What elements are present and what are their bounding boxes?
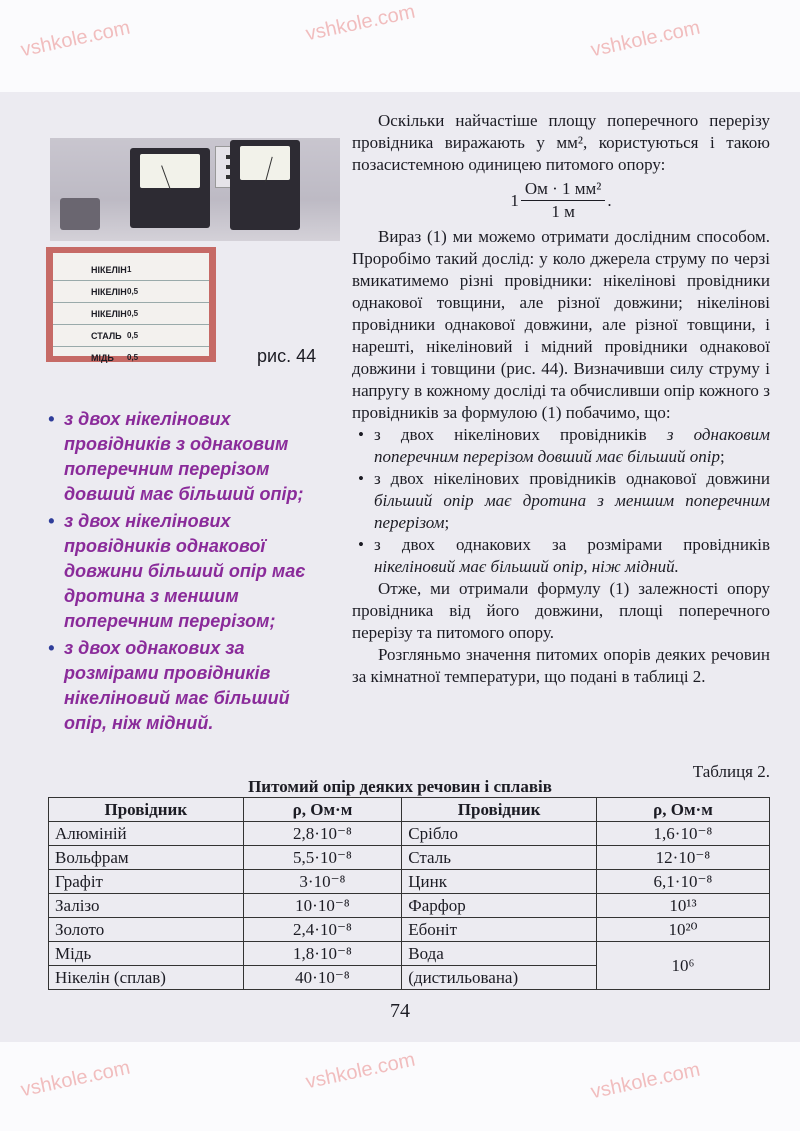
summary-item: • з двох нікелінових провідників з однаковим поперечним перерізом довший має більший опір; xyxy=(44,407,334,507)
table-row: Вольфрам 5,5·10⁻⁸ Сталь 12·10⁻⁸ xyxy=(49,846,770,870)
experiment-photo xyxy=(50,138,340,241)
table-row: Алюміній 2,8·10⁻⁸ Срібло 1,6·10⁻⁸ xyxy=(49,822,770,846)
resistivity-table xyxy=(48,797,770,990)
table-row: Золото 2,4·10⁻⁸ Ебоніт 10²⁰ xyxy=(49,918,770,942)
board-row: НІКЕЛІН 0,5 xyxy=(53,281,209,303)
ammeter-icon xyxy=(130,148,210,228)
paragraph: Розгляньмо значення питомих опорів деяких речовин за кімнатної температури, що подані в таблиці 2. xyxy=(352,645,770,686)
watermark: vshkole.com xyxy=(588,16,703,62)
table-row: Залізо 10·10⁻⁸ Фарфор 10¹³ xyxy=(49,894,770,918)
board-row: НІКЕЛІН 1 xyxy=(53,259,209,281)
conductor-board xyxy=(46,247,216,362)
watermark: vshkole.com xyxy=(303,0,418,46)
page-number: 74 xyxy=(390,1000,410,1022)
paragraph: Отже, ми отримали формулу (1) залежності опору провідника від його довжини, площі поперечного перерізу та питомого опору. xyxy=(352,579,770,642)
watermark: vshkole.com xyxy=(18,16,133,62)
summary-item: • з двох однакових за розмірами провідників нікеліновий має більший опір, ніж мідний. xyxy=(44,636,334,736)
summary-list xyxy=(44,407,334,738)
voltmeter-icon xyxy=(230,140,300,230)
table-row: Мідь 1,8·10⁻⁸ Вода 10⁶ xyxy=(49,942,770,966)
finding-item: • з двох нікелінових провідників з однаковим поперечним перерізом довший має більший опір; xyxy=(352,424,770,468)
paragraph: Вираз (1) ми можемо отримати дослідним способом. Проробімо такий дослід: у коло джерела струму по черзі вмикатимемо різні провідники: нікелінові провідники однакової товщини, але різної довжини; нікелінові провідники однакової довжини, але різної товщини, і нарешті, нікеліновий і мідний провідники однакової довжини і товщини (рис. 44). Визначивши силу струму і напругу в кожному досліді та обчисливши опір кожного з провідників за формулою (1) побачимо, що: xyxy=(352,227,770,422)
table-title: Питомий опір деяких речовин і сплавів xyxy=(248,777,552,796)
board-row: МІДЬ 0,5 xyxy=(91,352,139,363)
table-header-row: Провідник ρ, Ом·м Провідник ρ, Ом·м xyxy=(49,798,770,822)
summary-item: • з двох нікелінових провідників однакової довжини більший опір має дротина з меншим поперечним перерізом; xyxy=(44,509,334,634)
figure-caption: рис. 44 xyxy=(257,346,317,366)
watermark: vshkole.com xyxy=(588,1058,703,1104)
table-row: Графіт 3·10⁻⁸ Цинк 6,1·10⁻⁸ xyxy=(49,870,770,894)
watermark: vshkole.com xyxy=(303,1048,418,1094)
paragraph: Оскільки найчастіше площу поперечного перерізу провідника виражають у мм², користуються і такою позасистемною одиницею питомого опору: xyxy=(352,111,770,174)
finding-item: • з двох однакових за розмірами провідників нікеліновий має більший опір, ніж мідний. xyxy=(352,534,770,578)
findings-list xyxy=(352,424,770,578)
board-row: СТАЛЬ 0,5 xyxy=(53,325,209,347)
main-text xyxy=(352,110,770,688)
table-row: Нікелін (сплав) 40·10⁻⁸ (дистильована) xyxy=(49,966,770,990)
unit-formula: 1 $\frac{\text{Ом · 1 мм²}}{1 м}$ . xyxy=(510,179,612,221)
board-row: НІКЕЛІН 0,5 xyxy=(53,303,209,325)
battery-icon xyxy=(60,198,100,230)
finding-item: • з двох нікелінових провідників однакової довжини більший опір має дротина з меншим поперечним перерізом; xyxy=(352,468,770,534)
table-label: Таблиця 2. xyxy=(692,762,770,781)
watermark: vshkole.com xyxy=(18,1056,133,1102)
